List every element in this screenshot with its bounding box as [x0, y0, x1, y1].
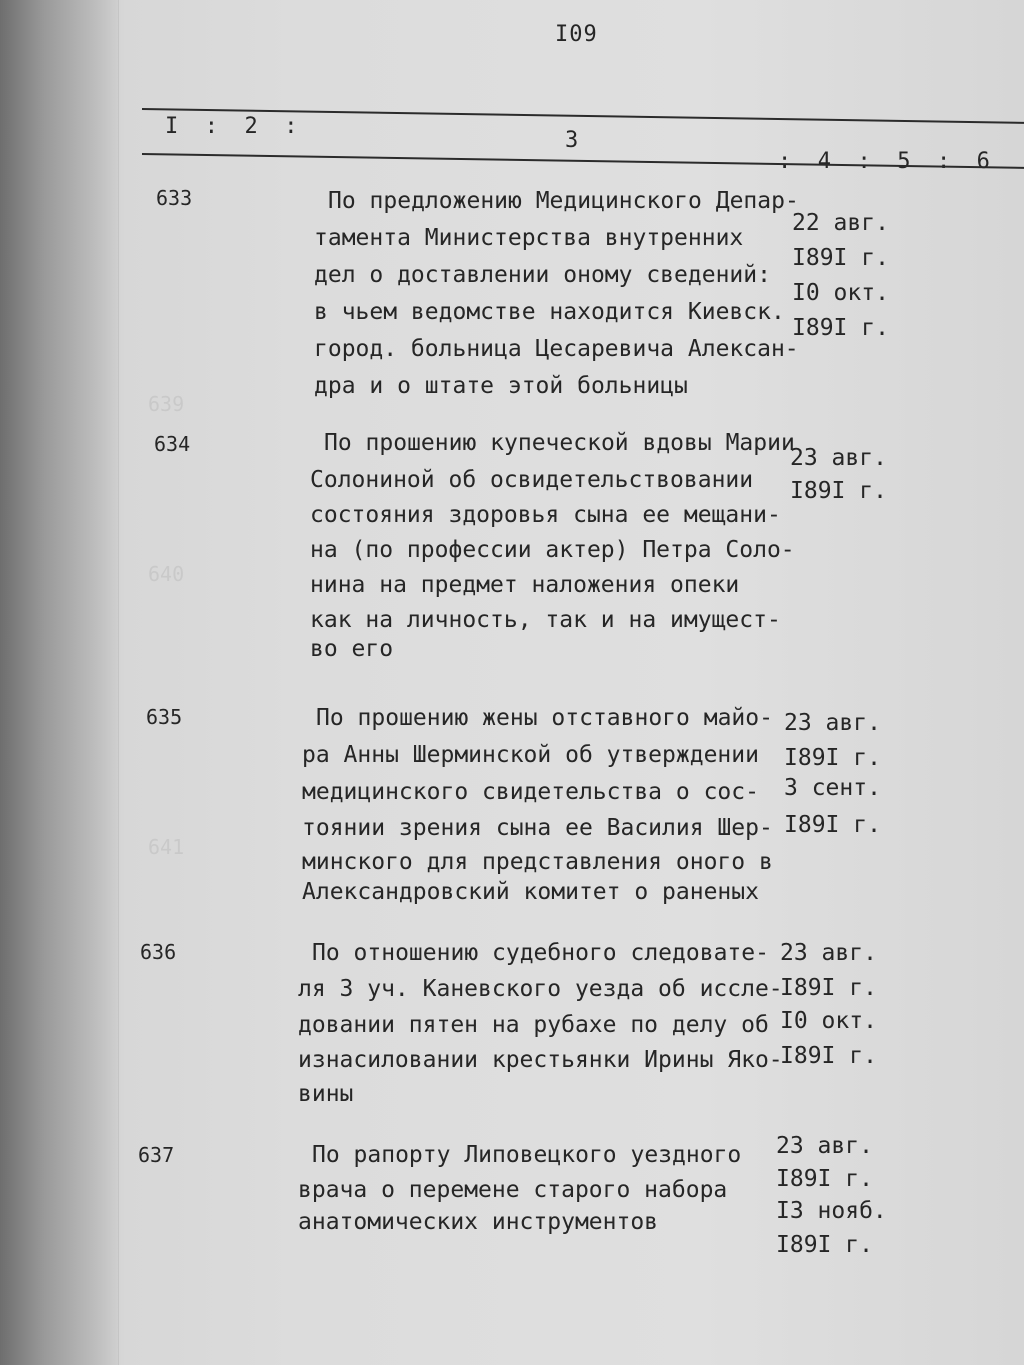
entry-text-line: врача о перемене старого набора: [298, 1177, 728, 1203]
entry-text-line: тамента Министерства внутренних: [314, 225, 744, 251]
entry-date: I0 окт.: [780, 1008, 877, 1034]
entry-text-line: тоянии зрения сына ее Василия Шер-: [302, 815, 773, 841]
entry-text-line: дра и о штате этой больницы: [314, 373, 688, 399]
entry-text-line: Александровский комитет о раненых: [302, 879, 759, 905]
entry-number: 634: [154, 432, 191, 456]
entry-text-line: анатомических инструментов: [298, 1209, 659, 1235]
bleed-through-text: 641: [148, 835, 185, 859]
column-header-3: 3: [565, 128, 579, 153]
entry-text-line: нина на предмет наложения опеки: [310, 572, 740, 598]
entry-text-line: По прошению купеческой вдовы Марии: [324, 430, 795, 456]
entry-date: 22 авг.: [792, 210, 889, 236]
entry-text-line: довании пятен на рубахе по делу об: [298, 1012, 769, 1038]
entry-date: I89I г.: [792, 315, 889, 341]
entry-text-line: По отношению судебного следовате-: [312, 940, 769, 966]
entry-number: 636: [140, 940, 177, 964]
entry-number: 635: [146, 705, 183, 729]
entry-number: 637: [138, 1143, 175, 1167]
entry-date: I89I г.: [784, 745, 881, 771]
entry-text-line: состояния здоровья сына ее мещани-: [310, 502, 781, 528]
entry-text-line: на (по профессии актер) Петра Соло-: [310, 537, 795, 563]
entry-text-line: Солониной об освидетельствовании: [310, 467, 754, 493]
entry-text-line: дел о доставлении оному сведений:: [314, 262, 771, 288]
entry-date: 3 сент.: [784, 775, 881, 801]
book-spine-shadow: [0, 0, 119, 1365]
entry-text-line: изнасиловании крестьянки Ирины Яко-: [298, 1047, 783, 1073]
entry-date: I89I г.: [780, 975, 877, 1001]
entry-date: I89I г.: [780, 1043, 877, 1069]
entry-text-line: По прошению жены отставного майо-: [316, 705, 773, 731]
entry-date: 23 авг.: [784, 710, 881, 736]
entry-date: 23 авг.: [776, 1133, 873, 1159]
entry-text-line: медицинского свидетельства о сос-: [302, 779, 759, 805]
entry-date: I89I г.: [776, 1166, 873, 1192]
entry-date: 23 авг.: [780, 940, 877, 966]
entry-date: 23 авг.: [790, 445, 887, 471]
entry-date: I3 нояб.: [776, 1198, 887, 1224]
entry-text-line: ля 3 уч. Каневского уезда об иссле-: [298, 976, 783, 1002]
column-header-4-6: : 4 : 5 : 6: [778, 149, 990, 174]
entry-text-line: как на личность, так и на имущест-: [310, 607, 781, 633]
entry-text-line: ра Анны Шерминской об утверждении: [302, 742, 759, 768]
entry-date: I89I г.: [784, 812, 881, 838]
column-header-1-2: I : 2 :: [165, 114, 298, 139]
entry-text-line: По рапорту Липовецкого уездного: [312, 1142, 742, 1168]
entry-number: 633: [156, 186, 193, 210]
entry-text-line: во его: [310, 636, 394, 662]
bleed-through-text: 639: [148, 392, 185, 416]
entry-text-line: в чьем ведомстве находится Киевск.: [314, 299, 785, 325]
page-number: I09: [555, 22, 598, 47]
entry-date: I89I г.: [792, 245, 889, 271]
bleed-through-text: 640: [148, 562, 185, 586]
entry-date: I89I г.: [790, 478, 887, 504]
entry-text-line: вины: [298, 1081, 354, 1107]
entry-text-line: минского для представления оного в: [302, 849, 773, 875]
entry-date: I89I г.: [776, 1232, 873, 1258]
entry-date: I0 окт.: [792, 280, 889, 306]
entry-text-line: город. больница Цесаревича Алексан-: [314, 336, 799, 362]
entry-text-line: По предложению Медицинского Депар-: [328, 188, 799, 214]
